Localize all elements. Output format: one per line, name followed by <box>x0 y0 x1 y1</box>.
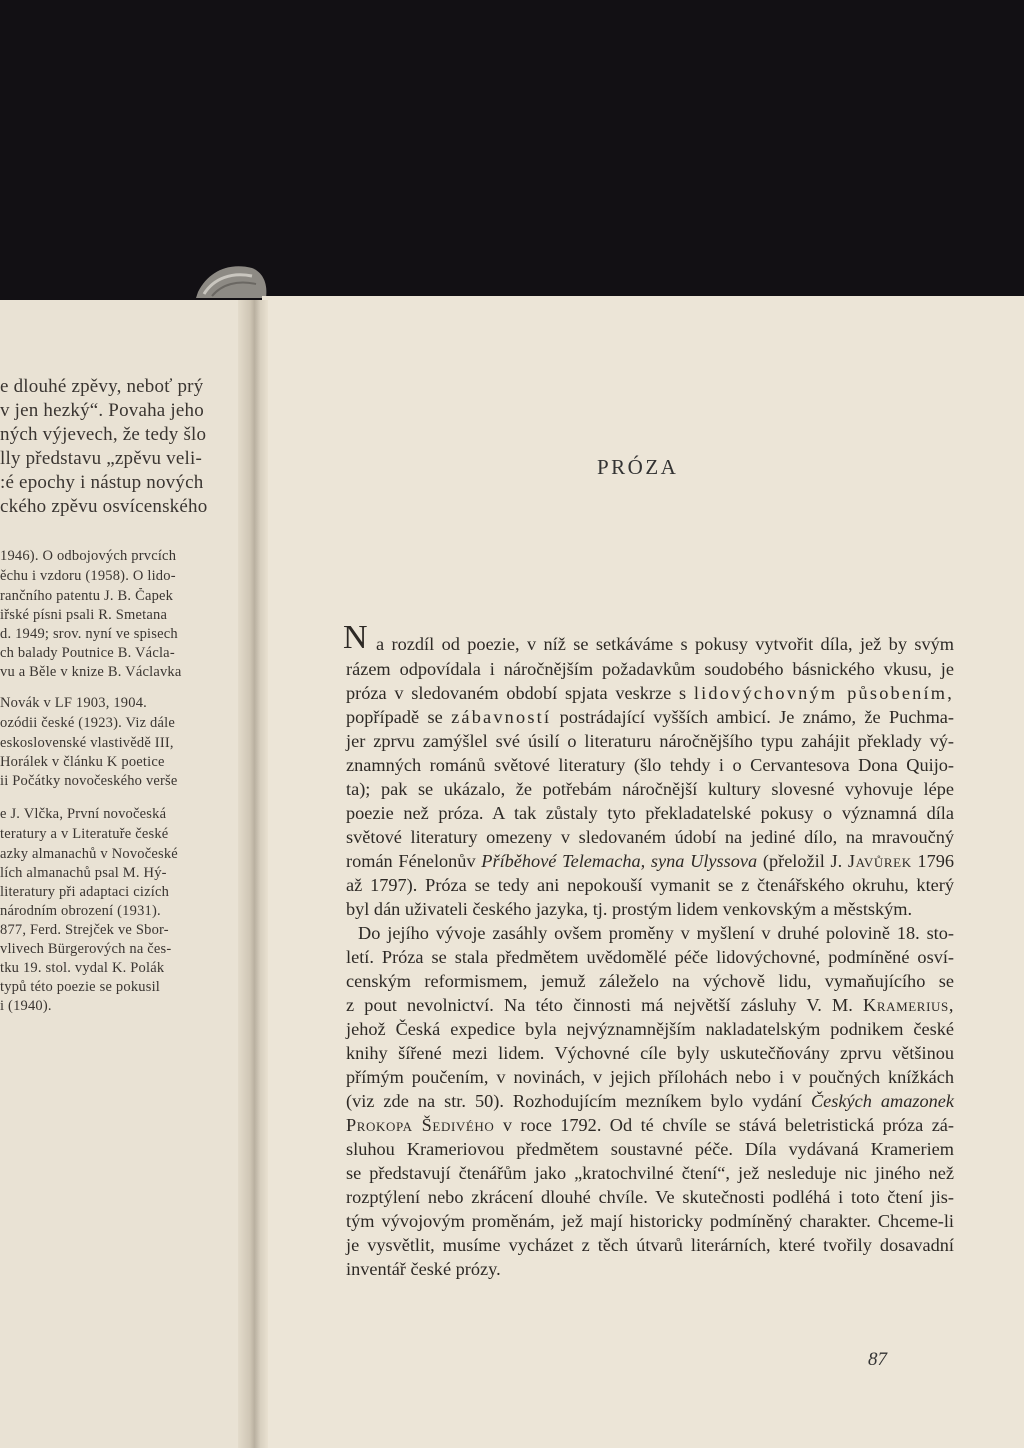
left-note-line: 877, Ferd. Strejček ve Sbor- <box>0 922 169 938</box>
text-line: byl dán uživateli českého jazyka, tj. prostým lidem venkovským a městským. <box>346 899 913 919</box>
left-note-line: iřské písni psali R. Smetana <box>0 607 168 623</box>
author-name: Kramerius, <box>863 995 954 1015</box>
left-note-line: 1946). O odbojových prvcích <box>0 548 177 564</box>
left-body-line: v jen hezký“. Povaha jeho <box>0 400 204 421</box>
left-note-line: ch balady Poutnice B. Václa- <box>0 645 175 661</box>
text-line <box>346 1089 954 1113</box>
left-note-line: d. 1949; srov. nyní ve spisech <box>0 626 178 642</box>
left-note-line: lích almanachů psal M. Hý- <box>0 865 167 881</box>
left-note-line: vlivech Bürgerových na čes- <box>0 941 172 957</box>
left-note-line: ozódii české (1923). Viz dále <box>0 715 175 731</box>
left-note-line: národním obrození (1931). <box>0 903 161 919</box>
text-segment: (viz zde na str. 50). Rozhodujícím mezníkem bylo vydání <box>346 1091 811 1111</box>
left-note-line: ěchu i vzdoru (1958). O lido- <box>0 568 176 584</box>
text-line: inventář české prózy. <box>346 1259 501 1279</box>
left-note-line: typů této poezie se pokusil <box>0 979 161 995</box>
text-segment: próza v sledovaném období spjata veskrze s <box>346 683 694 703</box>
text-line: ta); pak se ukázalo, že potřebám náročnější kultury slovesné vyhovuje lépe <box>346 779 954 799</box>
text-line: sluhou Krameriovou předmětem soustavné péče. Díla vydávaná Krameriem <box>346 1139 954 1159</box>
text-segment: z pout nevolnictví. Na této činnosti má největší zásluhy V. M. <box>346 995 864 1015</box>
text-line: poezie než próza. A tak zůstaly tyto překladatelské pokusy o významná díla <box>346 803 954 823</box>
left-body-line: ných výjevech, že tedy šlo <box>0 424 207 445</box>
page-number: 87 <box>868 1349 887 1370</box>
emphasis-spaced: lidovýchovným působením, <box>693 683 954 703</box>
left-note-line: literatury při adaptaci cizích <box>0 884 170 900</box>
text-line <box>346 1113 954 1137</box>
left-body-line: e dlouhé zpěvy, neboť prý <box>0 376 204 397</box>
left-note-line: rančního patentu J. B. Čapek <box>0 588 174 604</box>
text-line: a rozdíl od poezie, v níž se setkáváme s pokusy vytvořit díla, jež by svým <box>376 634 954 654</box>
left-note-line: vu a Běle v knize B. Václavka <box>0 664 182 680</box>
work-title: Českých amazonek <box>810 1091 954 1111</box>
left-body-line: :é epochy i nástup nových <box>0 472 204 493</box>
text-line: Do jejího vývoje zasáhly ovšem proměny v myšlení v druhé polovině 18. sto- <box>358 923 954 943</box>
left-note-line: e J. Vlčka, První novočeská <box>0 806 167 822</box>
text-line: cenským reformismem, jemuž záleželo na výchově lidu, vymaňujícího se <box>346 971 954 991</box>
left-note-line: Novák v LF 1903, 1904. <box>0 695 147 711</box>
text-line: světové literatury omezeny v sledovaném údobí na jediné dílo, na mravoučný <box>346 827 954 847</box>
text-line: tým vývojovým proměnám, jež mají historicky podmíněný charakter. Chceme-li <box>346 1211 954 1231</box>
text-segment: (přeložil J. <box>757 851 848 871</box>
author-name: Javůrek <box>847 851 912 871</box>
book-gutter <box>238 300 268 1448</box>
text-segment: 1796 <box>911 851 954 871</box>
text-line: až 1797). Próza se tedy ani nepokouší vymanit se z čtenářského okruhu, který <box>346 875 954 895</box>
text-segment: v roce 1792. Od té chvíle se stává beletristická próza zá- <box>494 1115 955 1135</box>
left-note-line: teratury a v Literatuře české <box>0 826 169 842</box>
text-line: rozptýlení nebo zkrácení dlouhé chvíle. Ve skutečnosti podléhá i toto čtení jis- <box>346 1187 954 1207</box>
text-line <box>346 993 954 1017</box>
text-line <box>346 681 954 705</box>
text-line: jer zprvu zamýšlel své úsilí o literaturu náročnějšího typu zahájit překlady vý- <box>346 731 954 751</box>
left-note-line: i (1940). <box>0 998 52 1014</box>
text-line: se představují čtenářům jako „kratochvilné čtení“, jež nesleduje nic jiného než <box>346 1163 954 1183</box>
left-note-line: azky almanachů v Novočeské <box>0 846 178 862</box>
text-line: přímým poučením, v novinách, v jejich přílohách nebo i v poučných knížkách <box>346 1067 954 1087</box>
text-line: znamných románů světové literatury (šlo tehdy i o Cervantesova Dona Quijo- <box>346 755 954 775</box>
left-note-line: ii Počátky novočeského verše <box>0 773 178 789</box>
text-segment: popřípadě se <box>346 707 452 727</box>
text-line: je vysvětlit, musíme vycházet z těch útvarů literárních, které tvořily dosavadní <box>346 1235 954 1255</box>
text-line: rázem odpovídala i náročnějším požadavkům soudobého básnického vkusu, je <box>346 659 954 679</box>
author-name: Prokopa Šedivého <box>346 1115 495 1135</box>
drop-cap: N <box>343 619 368 656</box>
text-segment: postrádající vyšších ambicí. Je známo, že Puchma- <box>551 707 954 727</box>
left-note-line: Horálek v článku K poetice <box>0 754 165 770</box>
text-line <box>346 705 954 729</box>
left-note-line: eskoslovenské vlastivědě III, <box>0 735 174 751</box>
chapter-heading: PRÓZA <box>597 455 679 479</box>
left-note-line: tku 19. stol. vydal K. Polák <box>0 960 165 976</box>
emphasis-spaced: zábavností <box>451 707 552 727</box>
text-line: letí. Próza se stala předmětem uvědomělé péče lidovýchovné, podmíněné osví- <box>346 947 954 967</box>
work-title: Příběhové Telemacha, syna Ulyssova <box>481 851 758 871</box>
left-body-line: ckého zpěvu osvícenského <box>0 496 208 517</box>
text-segment: román Fénelonův <box>346 851 482 871</box>
text-line: jehož Česká expedice byla nejvýznamnějším nakladatelským podnikem české <box>346 1019 954 1039</box>
text-line: knihy šířené mezi lidem. Výchovné cíle byly uskutečňovány zprvu většinou <box>346 1043 954 1063</box>
text-line <box>346 849 954 873</box>
left-body-line: lly představu „zpěvu veli- <box>0 448 202 469</box>
